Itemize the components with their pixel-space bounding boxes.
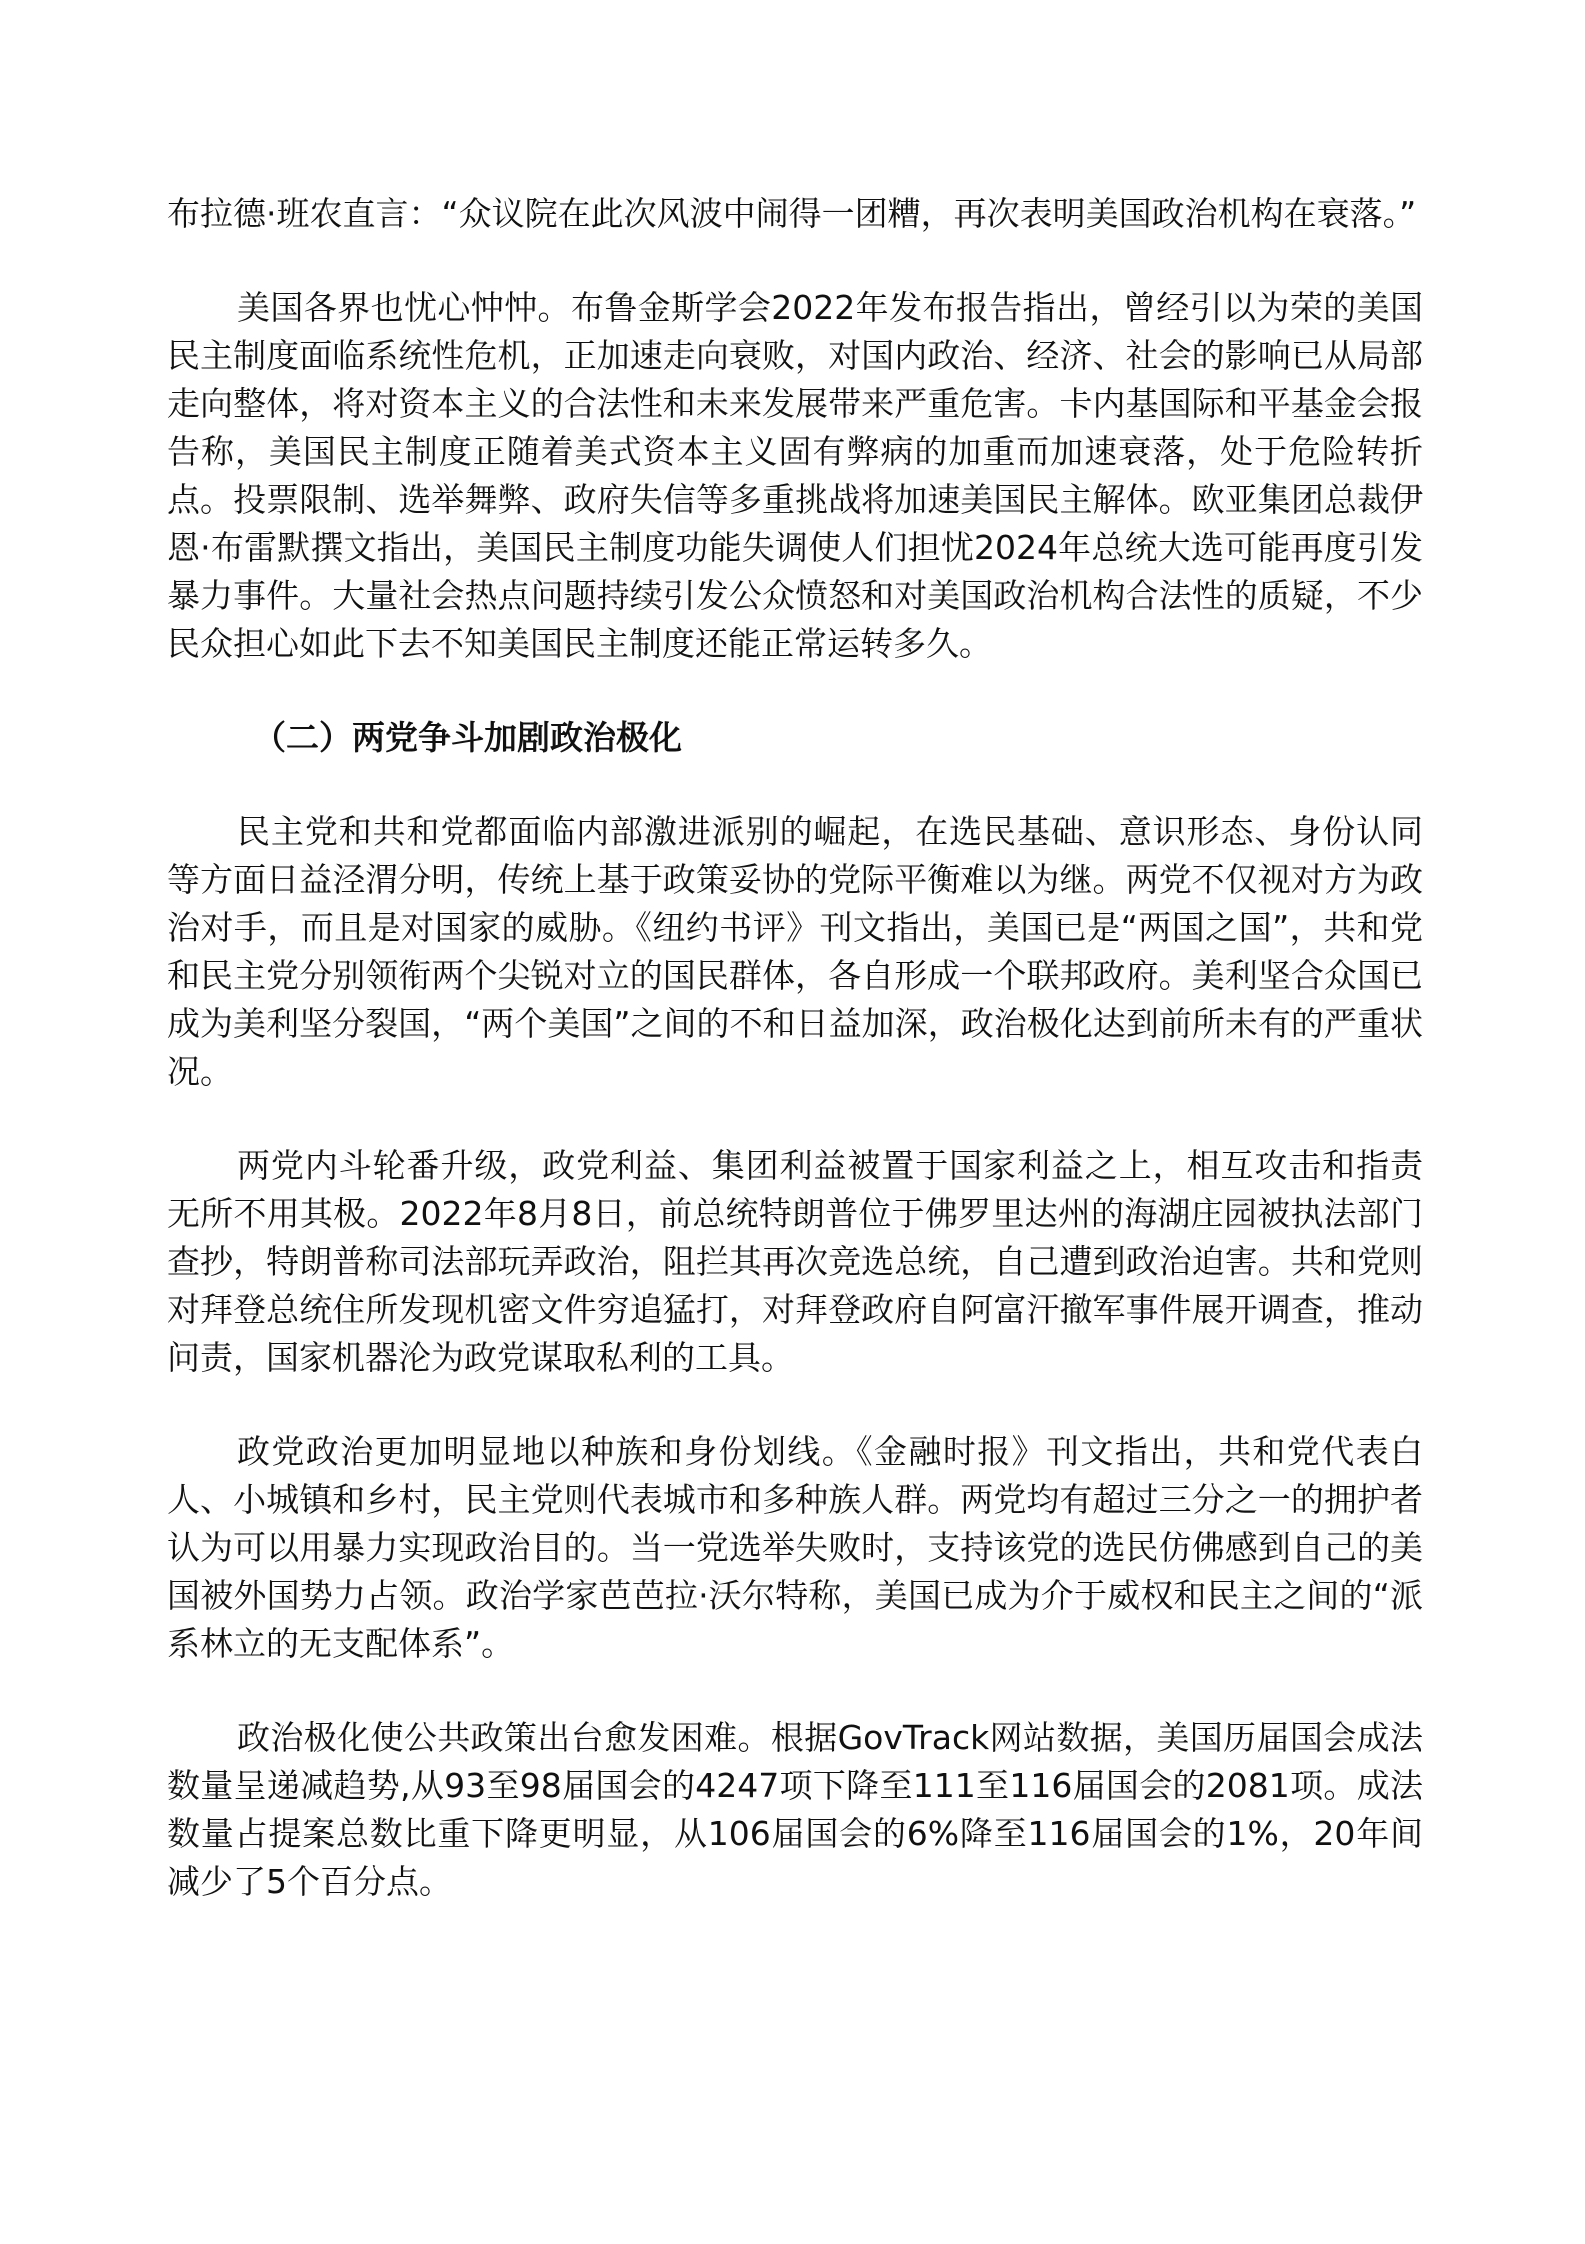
paragraph-radical-factions: 民主党和共和党都面临内部激进派别的崛起，在选民基础、意识形态、身份认同等方面日益泾渭分明，传统上基于政策妥协的党际平衡难以为继。两党不仅视对方为政治对手，而且是对国家的威胁。《纽约书评》刊文指出，美国已是“两国之国”，共和党和民主党分别领衔两个尖锐对立的国民群体，各自形成一个联邦政府。美利坚合众国已成为美利坚分裂国，“两个美国”之间的不和日益加深，政治极化达到前所未有的严重状况。 [167, 812, 1423, 1091]
paragraph-party-infighting: 两党内斗轮番升级，政党利益、集团利益被置于国家利益之上，相互攻击和指责无所不用其极。2022年8月8日，前总统特朗普位于佛罗里达州的海湖庄园被执法部门查抄，特朗普称司法部玩弄政治，阻拦其再次竞选总统，自己遭到政治迫害。共和党则对拜登总统住所发现机密文件穷追猛打，对拜登政府自阿富汗撤军事件展开调查，推动问责，国家机器沦为政党谋取私利的工具。 [167, 1146, 1423, 1377]
paragraph-legislation-data: 政治极化使公共政策出台愈发困难。根据GovTrack网站数据，美国历届国会成法数量呈递减趋势,从93至98届国会的4247项下降至111至116届国会的2081项。成法数量占提案总数比重下降更明显，从106届国会的6%降至116届国会的1%，20年间减少了5个百分点。 [167, 1718, 1423, 1901]
paragraph-continuation: 布拉德·班农直言：“众议院在此次风波中闹得一团糟，再次表明美国政治机构在衰落。” [167, 194, 1417, 233]
document-body [167, 190, 1423, 1952]
paragraph-race-identity: 政党政治更加明显地以种族和身份划线。《金融时报》刊文指出，共和党代表白人、小城镇和乡村，民主党则代表城市和多种族人群。两党均有超过三分之一的拥护者认为可以用暴力实现政治目的。当一党选举失败时，支持该党的选民仿佛感到自己的美国被外国势力占领。政治学家芭芭拉·沃尔特称，美国已成为介于威权和民主之间的“派系林立的无支配体系”。 [167, 1432, 1423, 1663]
paragraph-us-concerns: 美国各界也忧心忡忡。布鲁金斯学会2022年发布报告指出，曾经引以为荣的美国民主制度面临系统性危机，正加速走向衰败，对国内政治、经济、社会的影响已从局部走向整体，将对资本主义的合法性和未来发展带来严重危害。卡内基国际和平基金会报告称，美国民主制度正随着美式资本主义固有弊病的加重而加速衰落，处于危险转折点。投票限制、选举舞弊、政府失信等多重挑战将加速美国民主解体。欧亚集团总裁伊恩·布雷默撰文指出，美国民主制度功能失调使人们担忧2024年总统大选可能再度引发暴力事件。大量社会热点问题持续引发公众愤怒和对美国政治机构合法性的质疑，不少民众担心如此下去不知美国民主制度还能正常运转多久。 [167, 288, 1423, 663]
section-heading: （二）两党争斗加剧政治极化 [253, 718, 682, 757]
